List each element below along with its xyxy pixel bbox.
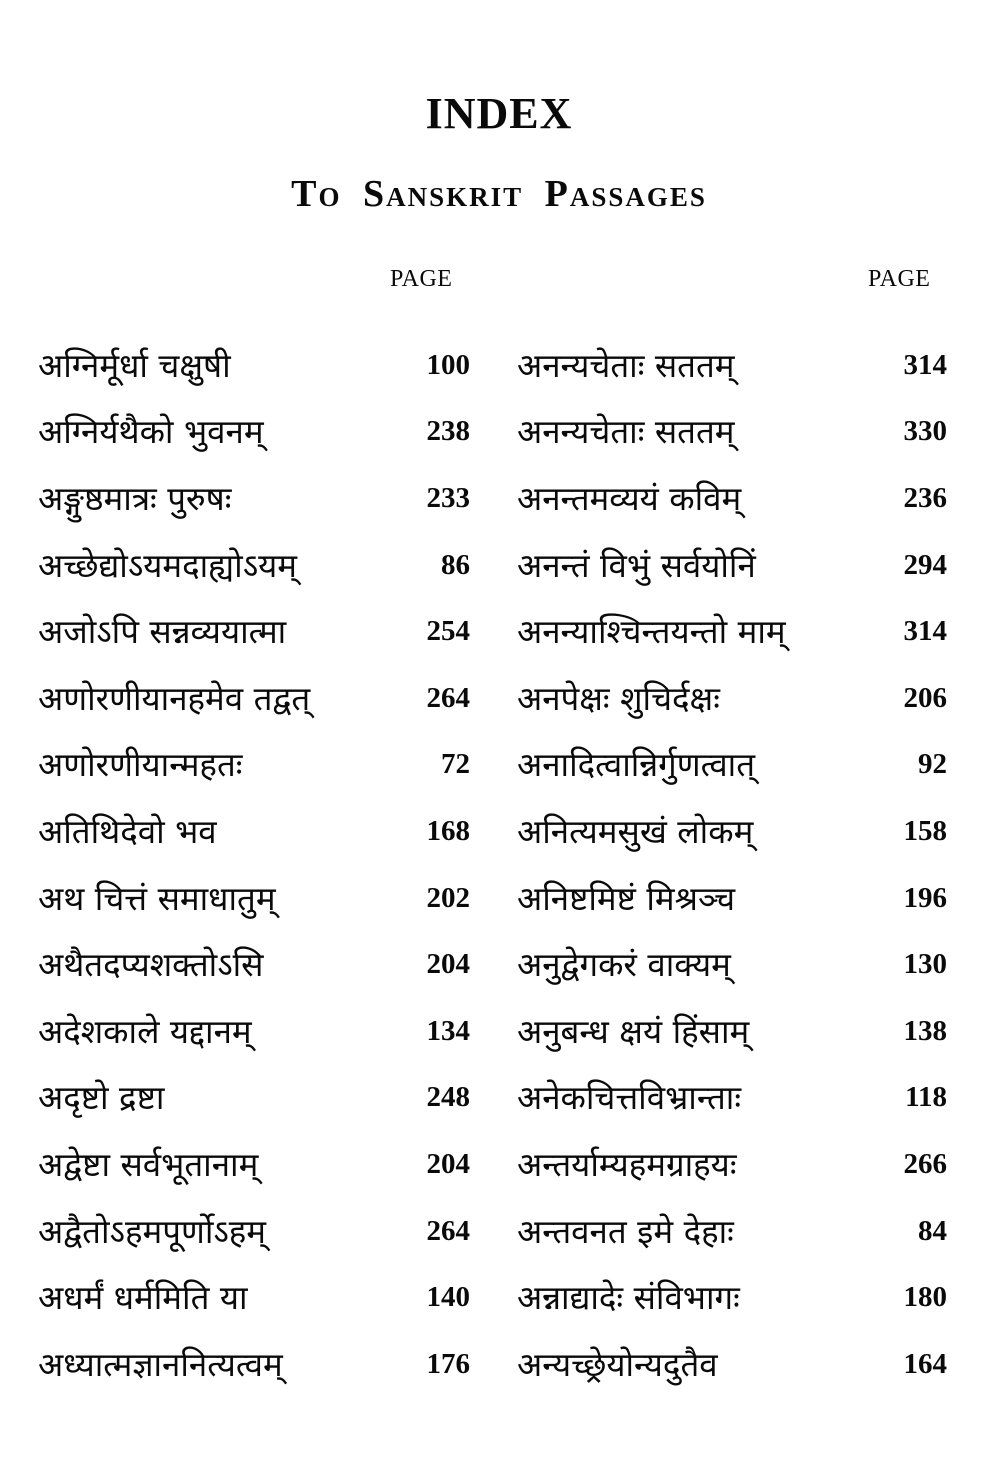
index-entry — [517, 865, 947, 932]
sanskrit-passage: अथैतदप्यशक्तोऽसि — [38, 945, 264, 985]
index-entry — [38, 532, 470, 599]
sanskrit-passage: अन्यच्छ्रेयोन्यदुतैव — [517, 1344, 718, 1384]
page-number: 130 — [903, 948, 947, 981]
index-entry — [38, 332, 470, 399]
page-number: 72 — [441, 748, 470, 781]
sanskrit-passage: अच्छेद्योऽयमदाह्योऽयम् — [38, 545, 297, 585]
page-number: 294 — [903, 548, 947, 581]
index-entry — [38, 798, 470, 865]
index-entry — [38, 1198, 470, 1265]
page-number: 264 — [426, 681, 470, 714]
index-entry — [517, 1331, 947, 1398]
sanskrit-passage: अग्निर्मूर्धा चक्षुषी — [38, 345, 231, 385]
sanskrit-passage: अनन्तं विभुं सर्वयोनिं — [517, 545, 756, 585]
index-entry — [38, 598, 470, 665]
page-number: 118 — [905, 1081, 947, 1114]
index-entry — [517, 1264, 947, 1331]
page-title: INDEX — [425, 89, 573, 138]
page-number: 236 — [903, 481, 947, 514]
sanskrit-passage: अध्यात्मज्ञाननित्यत्वम् — [38, 1344, 283, 1384]
index-entry — [517, 798, 947, 865]
sanskrit-passage: अणोरणीयानहमेव तद्वत् — [38, 678, 311, 718]
index-entry — [38, 865, 470, 932]
page-subtitle: To Sanskrit Passages — [291, 173, 707, 215]
sanskrit-passage: अनित्यमसुखं लोकम् — [517, 811, 754, 851]
page-number: 138 — [903, 1014, 947, 1047]
page-number: 238 — [426, 415, 470, 448]
index-entry — [38, 998, 470, 1065]
sanskrit-passage: अनन्तमव्ययं कविम् — [517, 478, 742, 518]
index-entry — [517, 1065, 947, 1132]
sanskrit-passage: अनिष्टमिष्टं मिश्रञ्च — [517, 878, 736, 918]
page-number: 84 — [918, 1214, 947, 1247]
index-entry — [38, 399, 470, 466]
index-entry — [517, 665, 947, 732]
sanskrit-passage: अजोऽपि सन्नव्ययात्मा — [38, 612, 287, 652]
sanskrit-passage: अतिथिदेवो भव — [38, 811, 217, 851]
sanskrit-passage: अधर्मं धर्ममिति या — [38, 1278, 248, 1318]
index-entry — [38, 465, 470, 532]
sanskrit-passage: अद्वैतोऽहमपूर्णोऽहम् — [38, 1211, 267, 1251]
page-number: 314 — [903, 348, 947, 381]
page-number: 158 — [903, 814, 947, 847]
left-index-column — [38, 332, 470, 1398]
sanskrit-passage: अग्निर्यथैको भुवनम् — [38, 412, 264, 452]
page-number: 196 — [903, 881, 947, 914]
page-number: 164 — [903, 1347, 947, 1380]
sanskrit-passage: अथ चित्तं समाधातुम् — [38, 878, 276, 918]
index-entry — [38, 1131, 470, 1198]
page-number: 314 — [903, 615, 947, 648]
sanskrit-passage: अदेशकाले यद्दानम् — [38, 1011, 252, 1051]
index-entry — [517, 332, 947, 399]
index-entry — [517, 399, 947, 466]
index-entry — [517, 532, 947, 599]
page-number: 86 — [441, 548, 470, 581]
sanskrit-passage: अनन्यचेताः सततम् — [517, 345, 735, 385]
index-entry — [517, 598, 947, 665]
sanskrit-passage: अनन्यचेताः सततम् — [517, 412, 735, 452]
sanskrit-passage: अन्तर्याम्यहमग्राहयः — [517, 1144, 737, 1184]
right-column-page-header: PAGE — [868, 266, 931, 292]
sanskrit-passage: अनेकचित्तविभ्रान्ताः — [517, 1078, 742, 1118]
index-entry — [38, 1331, 470, 1398]
page-number: 266 — [903, 1147, 947, 1180]
index-entry — [517, 1198, 947, 1265]
sanskrit-passage: अणोरणीयान्महतः — [38, 745, 243, 785]
index-entry — [38, 1264, 470, 1331]
index-entry — [517, 931, 947, 998]
page-number: 176 — [426, 1347, 470, 1380]
sanskrit-passage: अनुद्वेगकरं वाक्यम् — [517, 945, 731, 985]
page-number: 206 — [903, 681, 947, 714]
page-number: 254 — [426, 615, 470, 648]
page-number: 264 — [426, 1214, 470, 1247]
sanskrit-passage: अद्वेष्टा सर्वभूतानाम् — [38, 1144, 259, 1184]
index-entry — [517, 465, 947, 532]
page-number: 204 — [426, 1147, 470, 1180]
page-number: 330 — [903, 415, 947, 448]
page-number: 168 — [426, 814, 470, 847]
index-entry — [38, 931, 470, 998]
index-entry — [38, 665, 470, 732]
page-number: 180 — [903, 1281, 947, 1314]
page-number: 202 — [426, 881, 470, 914]
sanskrit-passage: अन्नाद्यादेः संविभागः — [517, 1278, 740, 1318]
right-index-column — [517, 332, 947, 1398]
sanskrit-passage: अदृष्टो द्रष्टा — [38, 1078, 165, 1118]
page-number: 100 — [426, 348, 470, 381]
sanskrit-passage: अनपेक्षः शुचिर्दक्षः — [517, 678, 720, 718]
sanskrit-passage: अनन्याश्चिन्तयन्तो माम् — [517, 612, 786, 652]
index-entry — [38, 732, 470, 799]
page-number: 248 — [426, 1081, 470, 1114]
page-number: 233 — [426, 481, 470, 514]
index-entry — [517, 732, 947, 799]
page-number: 204 — [426, 948, 470, 981]
sanskrit-passage: अनुबन्ध क्षयं हिंसाम् — [517, 1011, 750, 1051]
sanskrit-passage: अनादित्वान्निर्गुणत्वात् — [517, 745, 756, 785]
left-column-page-header: PAGE — [390, 266, 453, 292]
page-number: 92 — [918, 748, 947, 781]
index-entry — [517, 998, 947, 1065]
index-entry — [517, 1131, 947, 1198]
sanskrit-passage: अङ्गुष्ठमात्रः पुरुषः — [38, 478, 232, 518]
sanskrit-passage: अन्तवनत इमे देहाः — [517, 1211, 734, 1251]
page-number: 134 — [426, 1014, 470, 1047]
index-entry — [38, 1065, 470, 1132]
page-number: 140 — [426, 1281, 470, 1314]
